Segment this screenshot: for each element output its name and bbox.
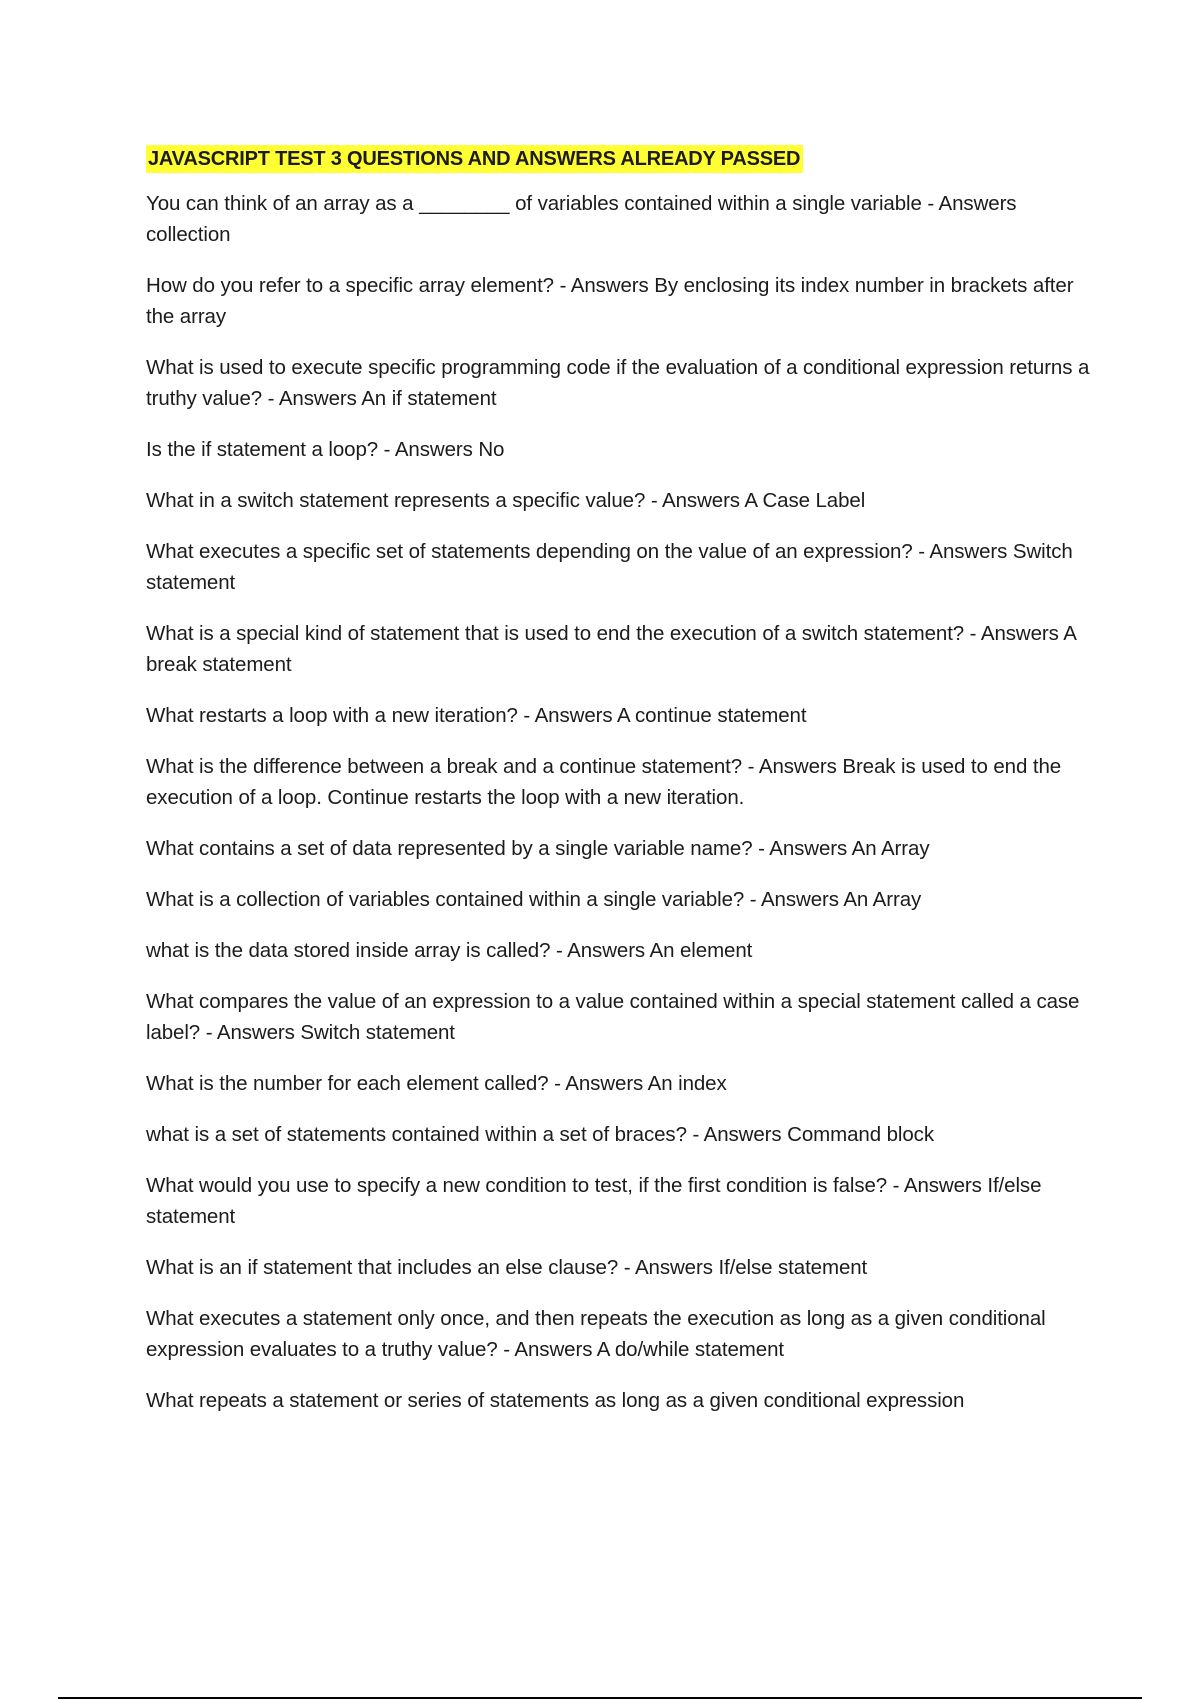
qa-item-3: What is used to execute specific programming code if the evaluation of a conditional expression returns a truthy value? - Answers An if statement: [146, 356, 1090, 410]
qa-item-10: What contains a set of data represented by a single variable name? - Answers An Array: [146, 837, 930, 860]
qa-item-15: what is a set of statements contained within a set of braces? - Answers Command block: [146, 1123, 934, 1146]
qa-item-14: What is the number for each element called? - Answers An index: [146, 1072, 727, 1095]
document-body: [146, 145, 1096, 1436]
qa-item-4: Is the if statement a loop? - Answers No: [146, 438, 505, 461]
qa-item-13: What compares the value of an expression to a value contained within a special statement called a case label? - Answers Switch statement: [146, 990, 1080, 1044]
document-title: JAVASCRIPT TEST 3 QUESTIONS AND ANSWERS ALREADY PASSED: [146, 145, 803, 173]
qa-item-18: What executes a statement only once, and then repeats the execution as long as a given conditional expression evaluates to a truthy value? - Answers A do/while statement: [146, 1307, 1046, 1361]
qa-item-5: What in a switch statement represents a specific value? - Answers A Case Label: [146, 489, 866, 512]
qa-item-16: What would you use to specify a new condition to test, if the first condition is false? - Answers If/else statement: [146, 1174, 1042, 1228]
footer-divider: [58, 1697, 1142, 1699]
qa-item-1: You can think of an array as a ________ of variables contained within a single variable - Answers collection: [146, 192, 1017, 246]
qa-item-7: What is a special kind of statement that is used to end the execution of a switch statement? - Answers A break statement: [146, 622, 1076, 676]
qa-item-2: How do you refer to a specific array element? - Answers By enclosing its index number in brackets after the array: [146, 274, 1074, 328]
qa-item-6: What executes a specific set of statements depending on the value of an expression? - Answers Switch statement: [146, 540, 1073, 594]
qa-item-12: what is the data stored inside array is called? - Answers An element: [146, 939, 753, 962]
qa-item-11: What is a collection of variables contained within a single variable? - Answers An Array: [146, 888, 922, 911]
qa-item-9: What is the difference between a break and a continue statement? - Answers Break is used to end the execution of a loop. Continue restarts the loop with a new iteration.: [146, 755, 1062, 809]
qa-item-17: What is an if statement that includes an else clause? - Answers If/else statement: [146, 1256, 868, 1279]
qa-item-8: What restarts a loop with a new iteration? - Answers A continue statement: [146, 704, 807, 727]
qa-item-19: What repeats a statement or series of statements as long as a given conditional expression: [146, 1389, 965, 1412]
